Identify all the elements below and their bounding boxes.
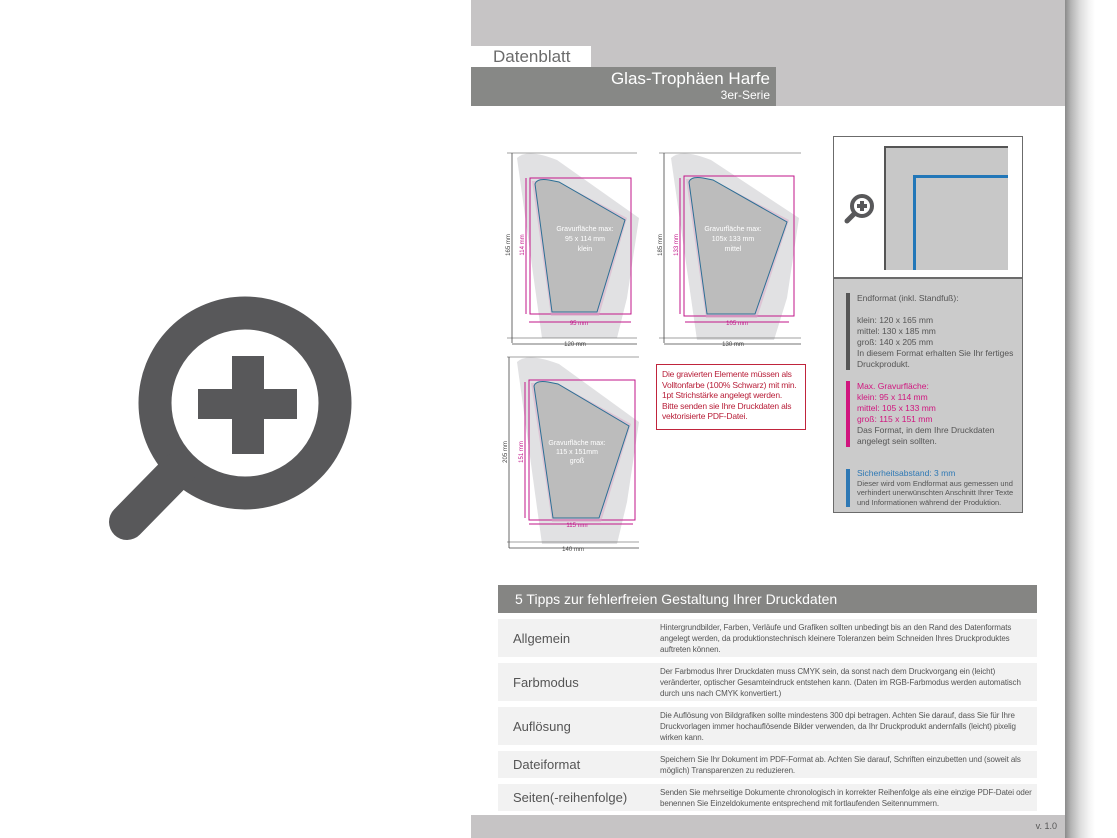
svg-text:mittel: mittel: [724, 246, 742, 253]
gravur-desc: Das Format, in dem Ihre Druckdaten angelegt sein sollten.: [857, 425, 995, 446]
tip-label: Farbmodus: [513, 674, 579, 690]
svg-text:151 mm: 151 mm: [519, 441, 525, 463]
svg-text:120 mm: 120 mm: [564, 342, 586, 348]
tip-row: [498, 619, 1037, 657]
tips-heading: 5 Tipps zur fehlerfreien Gestaltung Ihrer Druckdaten: [498, 585, 1037, 613]
endformat-mittel: mittel: 130 x 185 mm: [857, 326, 936, 336]
svg-text:95 mm: 95 mm: [569, 321, 589, 327]
tip-label: Auflösung: [513, 718, 571, 734]
footer-bar: [471, 815, 1065, 838]
gravur-klein: klein: 95 x 114 mm: [857, 392, 928, 402]
version-label: v. 1.0: [1035, 821, 1057, 831]
svg-text:groß: groß: [569, 458, 585, 465]
tip-text: Hintergrundbilder, Farben, Verläufe und Grafiken sollten unbedingt bis an den Rand des Datenformats angelegt werden, da produktionstechnisch kleinere Toleranzen beim Schneiden Ihres Druckproduktes auftreten können.: [660, 622, 1012, 654]
svg-text:Gravurfläche max:: Gravurfläche max:: [704, 226, 762, 233]
safety-margin-desc: Dieser wird vom Endformat aus gemessen und verhindert unerwünschten Anschnitt Ihrer Texte und Informationen während der Produktion.: [857, 478, 1014, 507]
svg-text:133 mm: 133 mm: [674, 234, 680, 256]
tip-row: [498, 707, 1037, 745]
tip-row: [498, 751, 1037, 778]
endformat-klein: klein: 120 x 165 mm: [857, 315, 934, 325]
diagram-gross: [497, 352, 657, 554]
svg-text:klein: klein: [577, 246, 593, 253]
svg-text:140 mm: 140 mm: [562, 547, 584, 553]
format-info-panel: [833, 136, 1023, 513]
svg-text:Gravurfläche max:: Gravurfläche max:: [556, 226, 614, 233]
svg-text:Gravurfläche max:: Gravurfläche max:: [548, 440, 606, 447]
svg-text:165 mm: 165 mm: [506, 234, 512, 256]
corner-detail-crop: [884, 146, 1008, 270]
product-title: Glas-Trophäen Harfe: [610, 69, 770, 88]
tip-row: [498, 784, 1037, 811]
svg-text:130 mm: 130 mm: [722, 342, 744, 348]
page-shadow: [1065, 0, 1095, 838]
gravur-mittel: mittel: 105 x 133 mm: [857, 403, 936, 413]
tips-section: [498, 585, 1037, 811]
detail-preview: [834, 137, 1022, 279]
svg-text:185 mm: 185 mm: [658, 234, 664, 256]
diagram-klein: [497, 148, 647, 348]
title-bar: [471, 67, 776, 106]
tip-text: Speichern Sie Ihr Dokument im PDF-Format ab. Achten Sie darauf, Schriften einzubetten und (soweit als möglich) Transparenzen zu reduzieren.: [660, 754, 1021, 775]
gravur-gross: groß: 115 x 151 mm: [857, 414, 933, 424]
endformat-gross: groß: 140 x 205 mm: [857, 337, 934, 347]
svg-text:105 mm: 105 mm: [726, 321, 748, 327]
tip-text: Der Farbmodus Ihrer Druckdaten muss CMYK sein, da sonst nach dem Druckvorgang ein (leicht) veränderter, optischer Gesamteindruck entstehen kann. (Daten im RGB-Farbmodus werden automatisch durch uns nach CMYK konvertiert.): [660, 666, 1021, 698]
tip-label: Seiten(-reihenfolge): [513, 790, 628, 805]
tip-text: Senden Sie mehrseitige Dokumente chronologisch in korrekter Reihenfolge als eine einzige PDF-Datei oder benennen Sie Einzeldokumente entsprechend mit fortlaufenden Seitennummern.: [660, 787, 1032, 808]
svg-text:95 x 114 mm: 95 x 114 mm: [565, 236, 605, 243]
gravur-title: Max. Gravurfläche:: [857, 381, 929, 391]
gravur-block: [846, 381, 1022, 447]
zoom-in-icon[interactable]: [843, 192, 877, 226]
engraving-note: Die gravierten Elemente müssen als Volltonfarbe (100% Schwarz) mit min. 1pt Strichstärke angelegt werden. Bitte senden sie Ihre Druckdaten als vektorisierte PDF-Datei.: [656, 364, 806, 430]
diagram-mittel: [649, 148, 819, 348]
svg-text:105x 133 mm: 105x 133 mm: [711, 236, 755, 243]
svg-text:115 mm: 115 mm: [566, 523, 588, 529]
tip-row: [498, 663, 1037, 701]
tip-text: Die Auflösung von Bildgrafiken sollte mindestens 300 dpi betragen. Achten Sie darauf, dass Sie für Ihre Druckvorlagen immer hochauflösende Bilder verwenden, da Ihr Druckprodukt andernfalls (leicht) pixelig wirken kann.: [660, 710, 1016, 742]
datasheet-label: Datenblatt: [471, 46, 591, 68]
svg-text:115 x 151mm: 115 x 151mm: [556, 449, 598, 456]
svg-text:114 mm: 114 mm: [520, 234, 526, 256]
tip-label: Allgemein: [513, 630, 571, 646]
endformat-title: Endformat (inkl. Standfuß):: [857, 293, 959, 303]
endformat-block: [846, 293, 1022, 370]
zoom-in-icon[interactable]: [100, 290, 390, 560]
tip-label: Dateiformat: [513, 757, 581, 772]
endformat-desc: In diesem Format erhalten Sie Ihr fertiges Druckprodukt.: [857, 348, 1014, 369]
svg-text:205 mm: 205 mm: [503, 441, 509, 463]
safety-margin-block: [846, 469, 1022, 507]
product-subtitle: 3er-Serie: [720, 88, 770, 102]
safety-margin-title: Sicherheitsabstand: 3 mm: [857, 468, 956, 478]
